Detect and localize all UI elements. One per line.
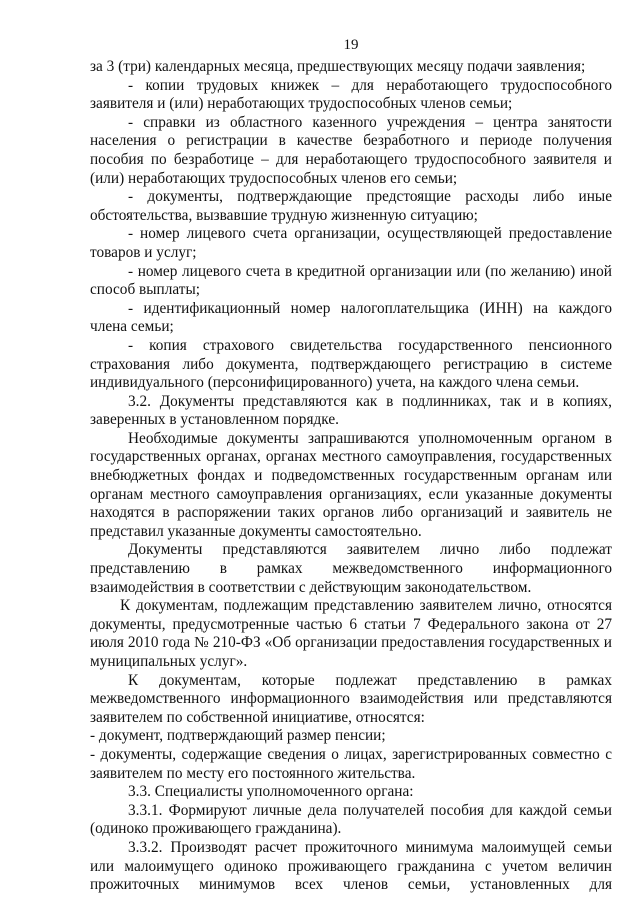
list-item: - документы, содержащие сведения о лицах, зарегистрированных совместно с заявителем по месту его постоянного жительства. xyxy=(90,745,612,782)
list-item: - документы, подтверждающие предстоящие расходы либо иные обстоятельства, вызвавшие трудную жизненную ситуацию; xyxy=(90,188,612,224)
list-item: - номер лицевого счета организации, осуществляющей предоставление товаров и услуг; xyxy=(90,225,612,261)
list-item: - справки из областного казенного учреждения – центра занятости населения о регистрации в качестве безработного и периоде получения пособия по безработице – для неработающего трудоспособного заявителя и (или) неработающих трудоспособных членов его семьи; xyxy=(90,113,612,187)
page-number: 19 xyxy=(343,37,359,53)
list-item: - документ, подтверждающий размер пенсии; xyxy=(90,727,386,745)
document-body xyxy=(90,58,612,895)
paragraph: К документам, которые подлежат представлению в рамках межведомственного информационного взаимодействия или представляются заявителем по собственной инициативе, относятся: xyxy=(90,671,612,726)
section-paragraph: 3.3.2. Производят расчет прожиточного минимума малоимущей семьи или малоимущего одиноко проживающего гражданина с учетом величин прожиточных минимумов всех членов семьи, установленных для xyxy=(90,838,612,894)
paragraph: Документы представляются заявителем лично либо подлежат представлению в рамках межведомственного информационного взаимодействия в соответствии с действующим законодательством. xyxy=(90,541,612,596)
section-paragraph: 3.3. Специалисты уполномоченного органа: xyxy=(128,783,414,801)
section-paragraph: 3.2. Документы представляются как в подлинниках, так и в копиях, заверенных в установленном порядке. xyxy=(90,392,612,429)
paragraph: К документам, подлежащим представлению заявителем лично, относятся документы, предусмотренные частью 6 статьи 7 Федерального закона от 27 июля 2010 года № 210-ФЗ «Об организации предоставления государственных и муниципальных услуг». xyxy=(90,597,612,670)
section-paragraph: 3.3.1. Формируют личные дела получателей пособия для каждой семьи (одиноко проживающего гражданина). xyxy=(90,801,612,838)
paragraph: за 3 (три) календарных месяца, предшествующих месяцу подачи заявления; xyxy=(90,58,586,75)
list-item: - идентификационный номер налогоплательщика (ИНН) на каждого члена семьи; xyxy=(90,299,612,336)
list-item: - копия страхового свидетельства государственного пенсионного страхования либо документа, подтверждающего регистрацию в системе индивидуального (персонифицированного) учета, на каждого члена семьи. xyxy=(90,336,612,392)
list-item: - копии трудовых книжек – для неработающего трудоспособного заявителя и (или) неработающих трудоспособных членов семьи; xyxy=(90,76,612,113)
list-item: - номер лицевого счета в кредитной организации или (по желанию) иной способ выплаты; xyxy=(90,262,612,299)
paragraph: Необходимые документы запрашиваются уполномоченным органом в государственных органах, органах местного самоуправления, государственных внебюджетных фондах и подведомственных государственным органам или органам местного самоуправления организациях, если указанные документы находятся в распоряжении таких органов либо организаций и заявитель не представил указанные документы самостоятельно. xyxy=(90,429,612,540)
